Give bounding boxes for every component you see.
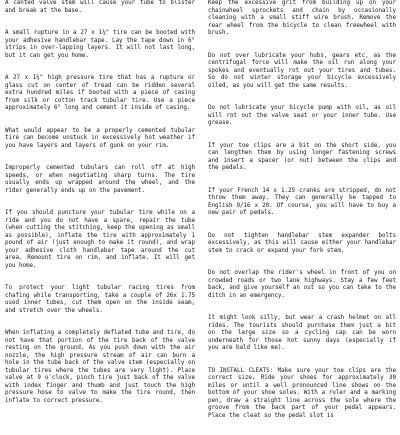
right-column: [208, 0, 396, 435]
paragraph: If your French 14 x 1.25 cranks are stripped, do not throw them away. They can generally be tapped to English 9/16 x 20. Of course, you will have to buy a new pair of pedals.: [208, 187, 396, 216]
paragraph: Do not tighten handlebar stem expander bolts excessively, as this will cause either your handlebar stem to crack or expand your fork stem.: [208, 232, 396, 254]
paragraph: When inflating a completely deflated tube and tire, do not have that portion of the tire back of the valve resting on the ground. As you push down with the air nozzle, the high pressure stream of air can burn a hole in the tube back of the valve stem (especially on tubular tires where the tubes are very light). Place valve at 9 o'clock, pinch tire just back of the valve with index finger and thumb and just touch the high pressure hose to valve to make the tire round, then inflate to correct pressure.: [5, 330, 195, 404]
left-column: [5, 0, 195, 420]
paragraph: TO INSTALL CLEATS: Make sure your toe clips are the correct size. Ride your shoes for approximately 30 miles or until a well pronounced line shows on the bottom of your shoe soles. With a ruler and a marking pen, draw a straight line across the sole where the groove from the back part of your pedal appears. Place the cleat so the pedal slot is: [208, 367, 396, 419]
paragraph: A canted valve stem will cause your tube to blister and break at the base.: [5, 0, 195, 14]
paragraph: If your toe clips are a bit on the short side, you can lengthen them by using longer fastening screws and insert a spacer (or nut) between the clips and the pedals.: [208, 142, 396, 171]
paragraph: To protect your light tubular racing tires from chafing while transporting, take a couple of 26x 1.75 used inner tubes, cut them open on the inside seam, and stretch over the wheels.: [5, 285, 195, 314]
paragraph: Do not over lubricate your hubs, gears etc, as the centrifugal force will make the oil run along your spokes and eventually rot out your tires and tubes. So do not winter storage your bicycle excessively oiled, as you will get the same results.: [208, 52, 396, 89]
paragraph: Improperly cemented tubulars can roll off at high speeds, or when negotiating sharp turns. The tire usually ends up wrapped around the wheel, and the rider generally ends up on the pavement.: [5, 165, 195, 194]
paragraph: A 27 x 1¼" high pressure tire that has a rupture or glass cut on center of tread can be ridden several extra hundred miles if booted with a piece of casing from silk or cotton track tubular tire. Use a piece approximately 6" long and cement it inside of casing.: [5, 75, 195, 111]
paragraph: Keep the excessive grit from building up on your chainwheel sprockets and chain by occasionally cleaning with a small stiff wire brush. Remove the rear wheel from the bicycle to clean freewheel with brush.: [208, 0, 396, 36]
paragraph: What would appear to be a properly cemented tubular tire can become unstuck in excessively hot weather if you have layers and layers of gunk on your rim.: [5, 127, 195, 149]
paragraph: Do not overlap the rider's wheel in front of you on crowded roads or two lane highways. Stay a few feet back, and give yourself an out so you can take to the ditch in an emergency.: [208, 270, 396, 299]
paragraph: If you should puncture your tubular tire while on a ride and you do not have a spare, repair the tube (when cutting the stitching, keep the opening as small as possible), inflate the tire with approximately 1 pound of air (just enough to make it round), and wrap your adhesive cloth handlebar tape around the cut area. Remount tire on rim, and inflate. It will get you home.: [5, 210, 195, 269]
paragraph: A small rupture in a 27 x 1¼" tire can be booted with your adhesive handlebar tape. Lay the tape down in 6" strips in over-lapping layers. It will not last long, but it can get you home.: [5, 30, 195, 59]
paragraph: It might look silly, but wear a crash helmet on all rides. The tourists should purchase them just a bit on the large size so a cycling cap can be worn underneath for those hot sunny days (especially if you are bald like me).: [208, 315, 396, 351]
paragraph: Do not lubricate your bicycle pump with oil, as oil will rot out the valve seat or your inner tube. Use grease.: [208, 105, 396, 126]
